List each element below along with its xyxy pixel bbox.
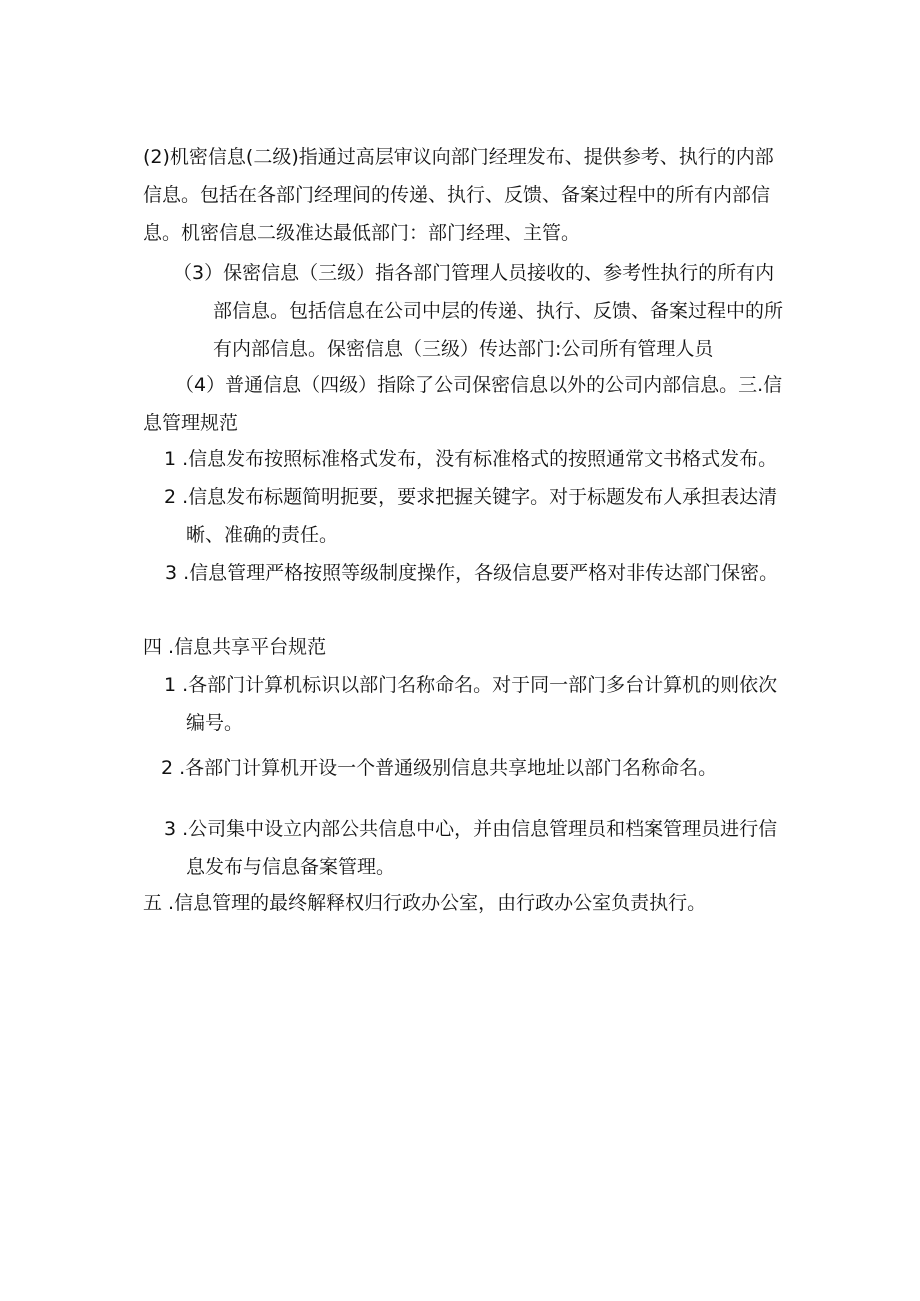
- paragraph-confidential-level-2: (2)机密信息(二级)指通过高层审议向部门经理发布、提供参考、执行的内部信息。包括在各部门经理间的传递、执行、反馈、备案过程中的所有内部信息。机密信息二级准达最低部门：部门经理、主管。: [143, 146, 774, 244]
- list-item-shared-address: 2 .各部门计算机开设一个普通级别信息共享地址以部门名称命名。: [161, 757, 718, 779]
- list-item-standard-format: 1 .信息发布按照标准格式发布，没有标准格式的按照通常文书格式发布。: [164, 448, 778, 470]
- paragraph-secret-level-3: （3）保密信息（三级）指各部门管理人员接收的、参考性执行的所有内部信息。包括信息在公司中层的传递、执行、反馈、备案过程中的所有内部信息。保密信息（三级）传达部门:公司所有管理人员: [173, 262, 784, 360]
- paragraph-general-level-4: （4）普通信息（四级）指除了公司保密信息以外的公司内部信息。三.信息管理规范: [143, 374, 783, 434]
- section-heading-sharing-platform: 四 .信息共享平台规范: [143, 636, 327, 658]
- list-item-public-info-center: 3 .公司集中设立内部公共信息中心，并由信息管理员和档案管理员进行信息发布与信息备案管理。: [164, 818, 778, 878]
- list-item-title-concise: 2 .信息发布标题简明扼要，要求把握关键字。对于标题发布人承担表达清晰、准确的责任。: [164, 486, 778, 546]
- section-heading-interpretation: 五 .信息管理的最终解释权归行政办公室，由行政办公室负责执行。: [143, 892, 707, 914]
- list-item-computer-naming: 1 .各部门计算机标识以部门名称命名。对于同一部门多台计算机的则依次编号。: [164, 674, 778, 734]
- list-item-grading-system: 3 .信息管理严格按照等级制度操作，各级信息要严格对非传达部门保密。: [165, 562, 779, 584]
